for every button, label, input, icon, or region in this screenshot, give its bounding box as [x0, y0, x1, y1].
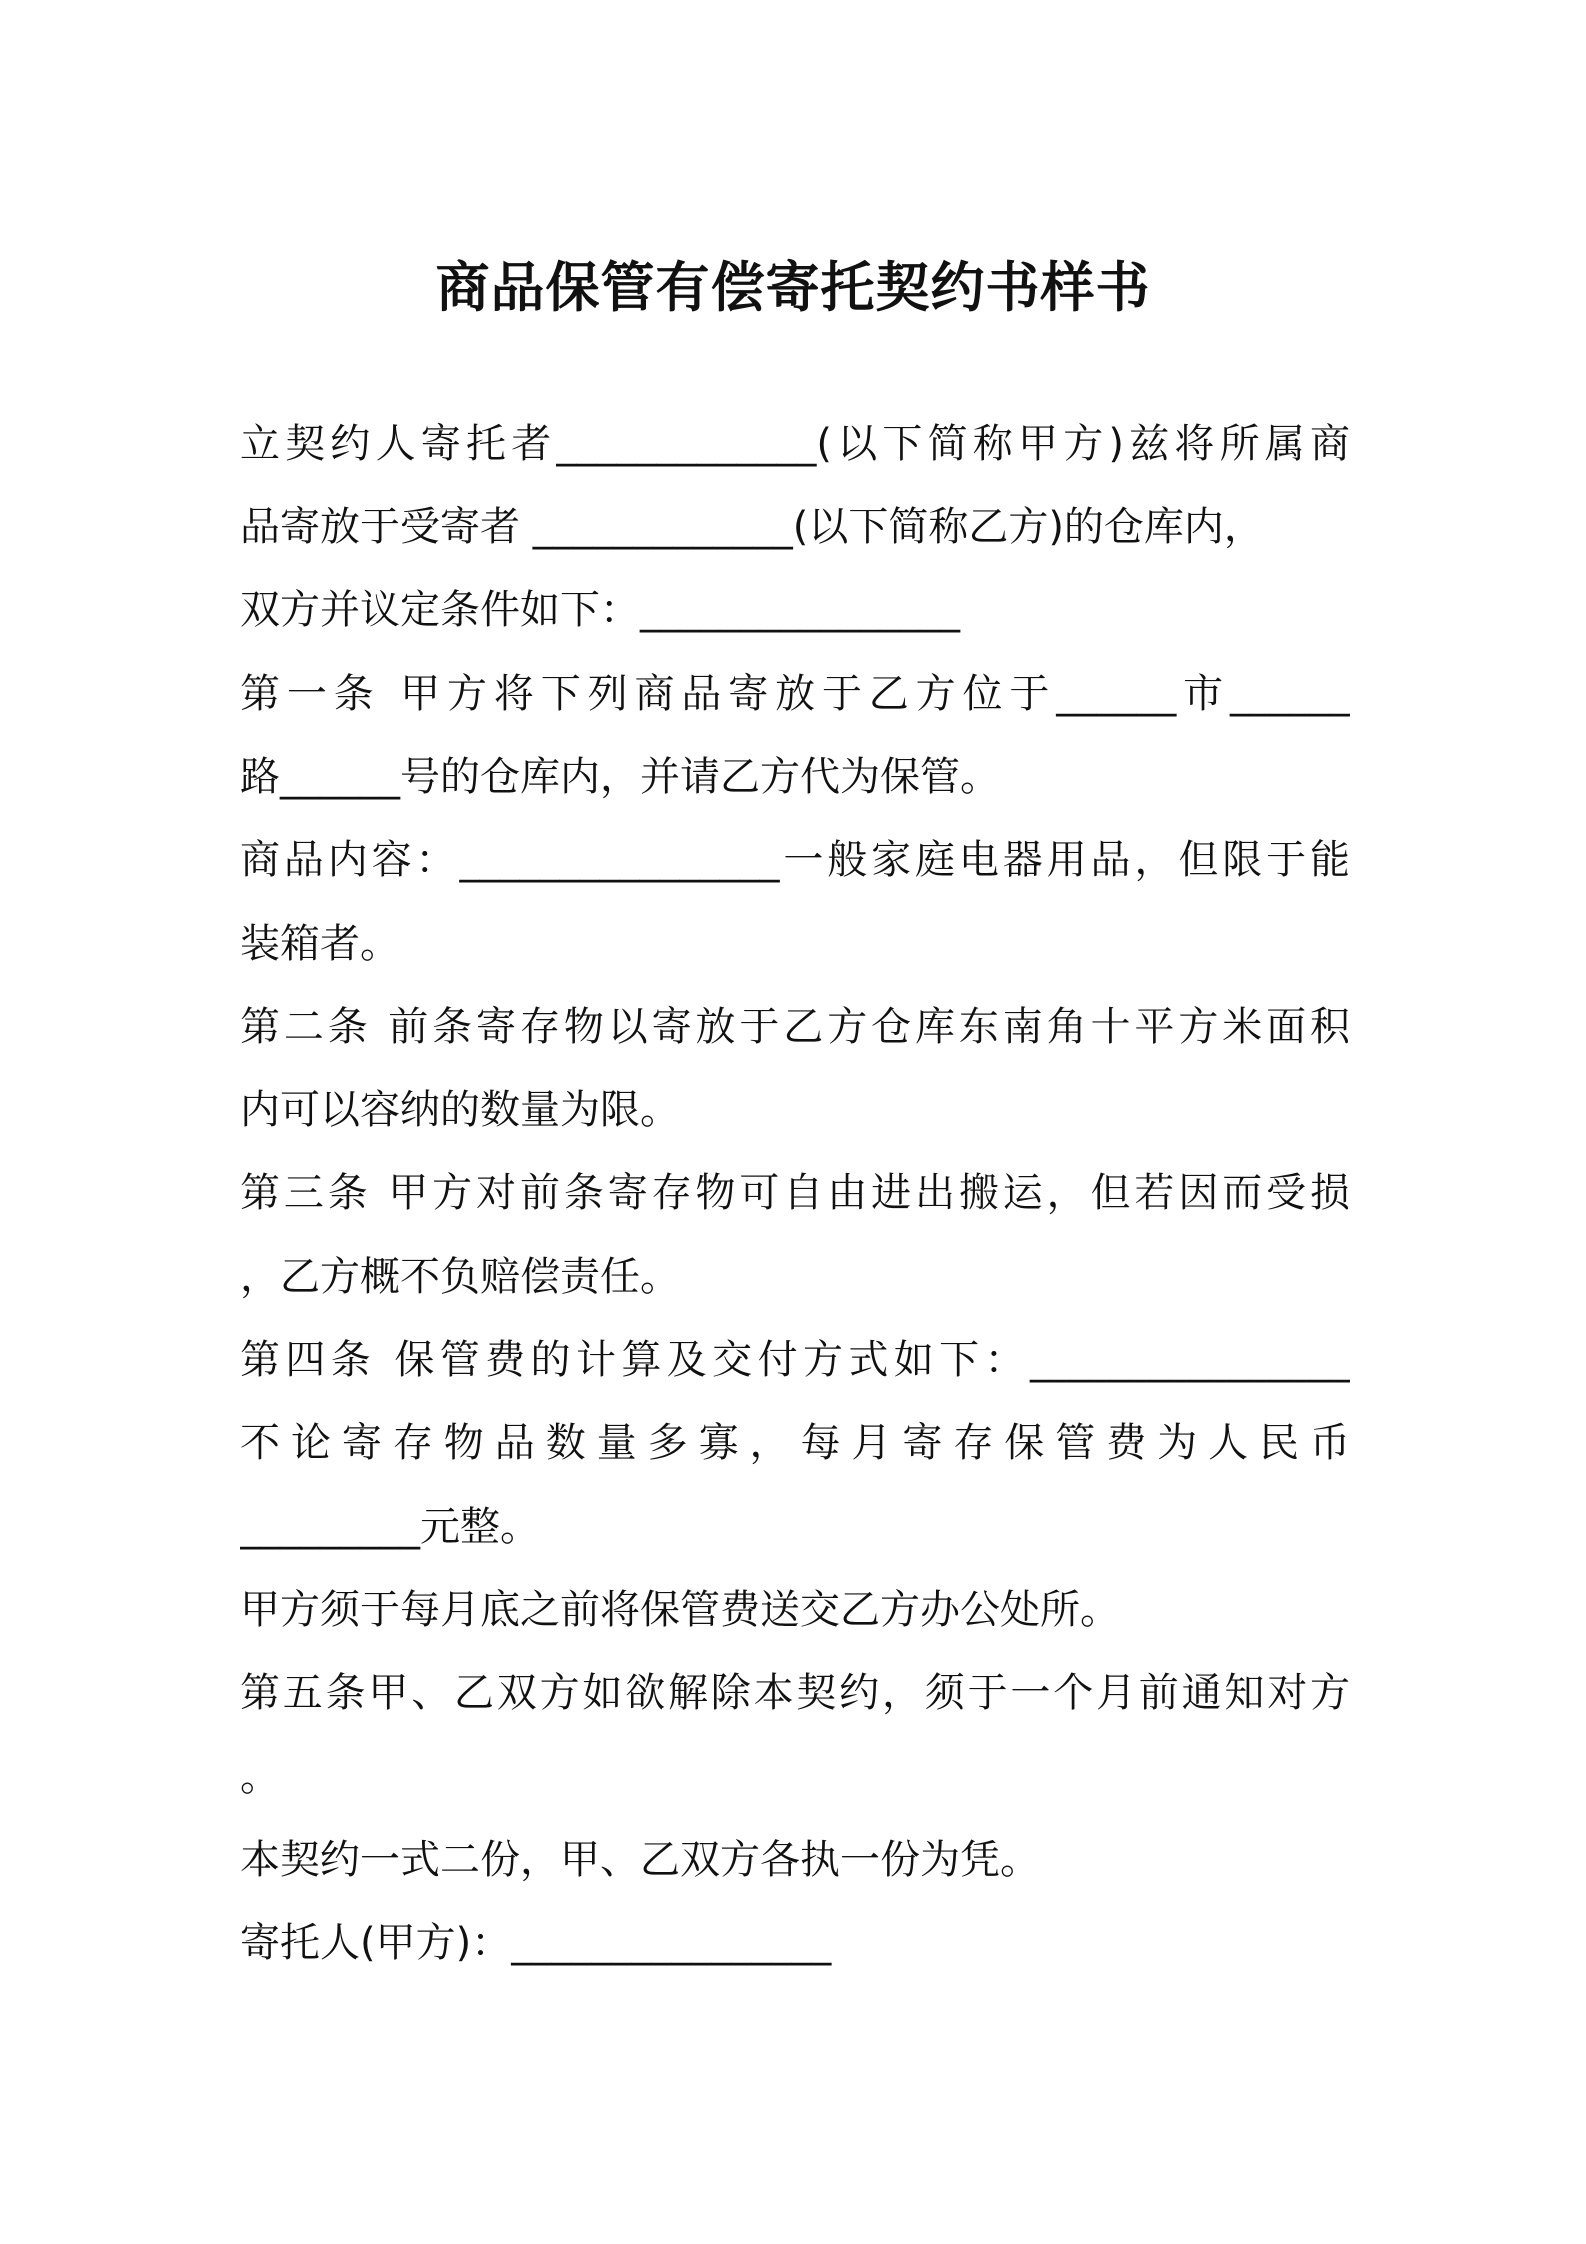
paragraph-line: 立契约人寄托者_____________(以下简称甲方)兹将所属商 — [240, 421, 1350, 467]
paragraph-line: 第四条 保管费的计算及交付方式如下：________________ — [240, 1337, 1350, 1383]
paragraph-line: 内可以容纳的数量为限。 — [240, 1087, 680, 1133]
signature-line: 寄托人(甲方)：________________ — [240, 1920, 832, 1966]
paragraph-line: 装箱者。 — [240, 921, 400, 967]
paragraph-line: _________元整。 — [240, 1504, 540, 1550]
document-title: 商品保管有偿寄托契约书样书 — [435, 256, 1151, 319]
paragraph-line: 商品内容：________________一般家庭电器用品，但限于能 — [240, 837, 1350, 883]
paragraph-line: 第一条 甲方将下列商品寄放于乙方位于______市______ — [240, 671, 1350, 717]
paragraph-line: ，乙方概不负赔偿责任。 — [240, 1254, 680, 1300]
paragraph-line: 第二条 前条寄存物以寄放于乙方仓库东南角十平方米面积 — [240, 1004, 1350, 1050]
paragraph-line: 双方并议定条件如下：________________ — [240, 587, 960, 633]
paragraph-line: 。 — [240, 1754, 280, 1800]
paragraph-line: 第三条 甲方对前条寄存物可自由进出搬运，但若因而受损 — [240, 1170, 1350, 1216]
paragraph-line: 第五条甲、乙双方如欲解除本契约，须于一个月前通知对方 — [240, 1670, 1350, 1716]
paragraph-line: 甲方须于每月底之前将保管费送交乙方办公处所。 — [240, 1587, 1120, 1633]
paragraph-line: 本契约一式二份，甲、乙双方各执一份为凭。 — [240, 1837, 1040, 1883]
paragraph-line: 品寄放于受寄者 _____________(以下简称乙方)的仓库内， — [240, 504, 1264, 550]
paragraph-line: 不论寄存物品数量多寡，每月寄存保管费为人民币 — [240, 1420, 1350, 1466]
paragraph-line: 路______号的仓库内，并请乙方代为保管。 — [240, 754, 1000, 800]
